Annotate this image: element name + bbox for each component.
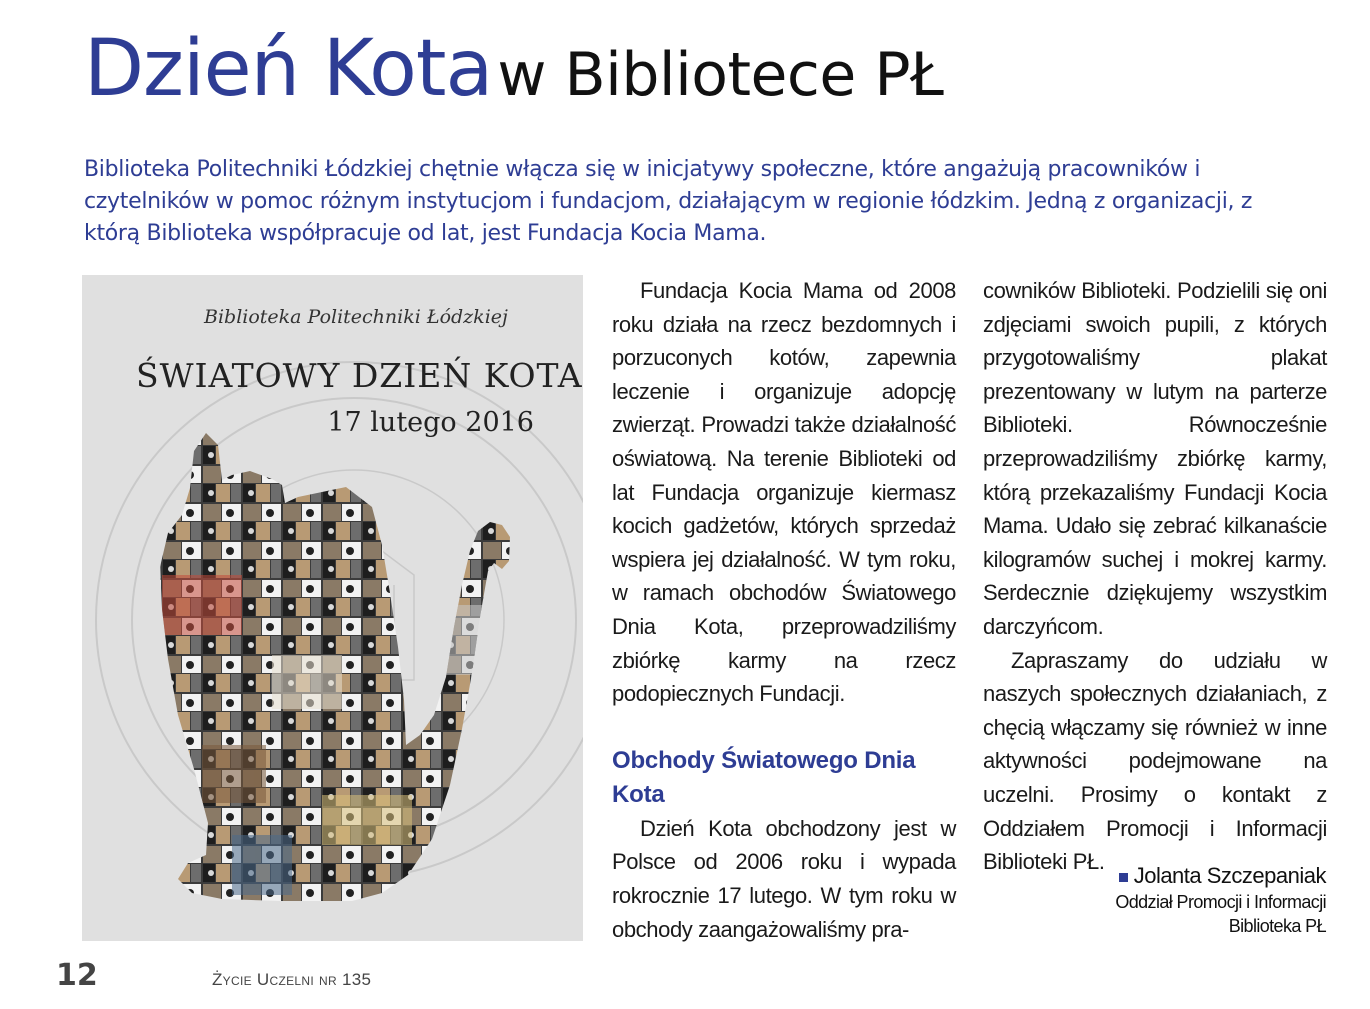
title-rest: w Bibliotece PŁ: [497, 40, 944, 110]
page-title: [84, 24, 944, 114]
lead-paragraph: Biblioteka Politechniki Łódzkiej chętnie włącza się w inicjatywy społeczne, które angażują pracowników i czytelników w pomoc różnym instytucjom i fundacjom, działającym w regionie łódzkim. Jedną z organizacji, z którą Biblioteka współpracuje od lat, jest Fundacja Kocia Mama.: [84, 157, 1253, 246]
signature: [1115, 862, 1326, 938]
signature-department: Oddział Promocji i Informacji: [1115, 892, 1326, 912]
article-subheading: Obchody Światowego Dnia Kota: [612, 746, 916, 808]
cat-silhouette: [160, 433, 510, 901]
square-bullet-icon: [1119, 873, 1128, 882]
signature-institution: Biblioteka PŁ: [1228, 916, 1326, 936]
author-name: Jolanta Szczepaniak: [1133, 863, 1326, 888]
poster-graphic: [82, 275, 583, 941]
signature-author: [1115, 862, 1326, 890]
journal-name: Życie Uczelni nr 135: [212, 970, 372, 989]
article-paragraph: Dzień Kota obchodzony jest w Polsce od 2006 roku i wypada rokrocznie 17 lutego. W tym roku w obchody zaangażowaliśmy pra-: [612, 815, 956, 942]
poster-image: [82, 275, 583, 941]
title-highlight: Dzień Kota: [84, 24, 493, 114]
article-paragraph: cowników Biblioteki. Podzielili się oni zdjęciami swoich pupili, z których przygotowaliśmy plakat prezentowany w lutym na parterze Biblioteki. Równocześnie przeprowadziliśmy zbiórkę karmy, którą przekazaliśmy Fundacji Kocia Mama. Udało się zebrać kilkanaście kilogramów suchej i mokrej karmy. Serdecznie dziękujemy wszystkim darczyńcom.: [983, 278, 1327, 639]
page-number: 12: [56, 958, 98, 993]
poster-org-text: Biblioteka Politechniki Łódzkiej: [204, 306, 508, 328]
article-column-2: [983, 274, 1327, 879]
article-paragraph: Zapraszamy do udziału w naszych społecznych działaniach, z chęcią włączamy się również w inne aktywności podejmowane na uczelni. Prosimy o kontakt z Oddziałem Promocji i Informacji Biblioteki PŁ.: [983, 647, 1327, 875]
article-column-1: [612, 274, 956, 946]
poster-headline-text: ŚWIATOWY DZIEŃ KOTA: [136, 356, 583, 395]
article-paragraph: Fundacja Kocia Mama od 2008 roku działa na rzecz bezdomnych i porzuconych kotów, zapewnia leczenie i organizuje adopcję zwierząt. Prowadzi także działalność oświatową. Na terenie Biblioteki od lat Fundacja organizuje kiermasz kocich gadżetów, których sprzedaż wspiera jej działalność. W tym roku, w ramach obchodów Światowego Dnia Kota, przeprowadziliśmy zbiórkę karmy na rzecz podopiecznych Fundacji.: [612, 278, 956, 707]
poster-date-text: 17 lutego 2016: [327, 407, 534, 438]
